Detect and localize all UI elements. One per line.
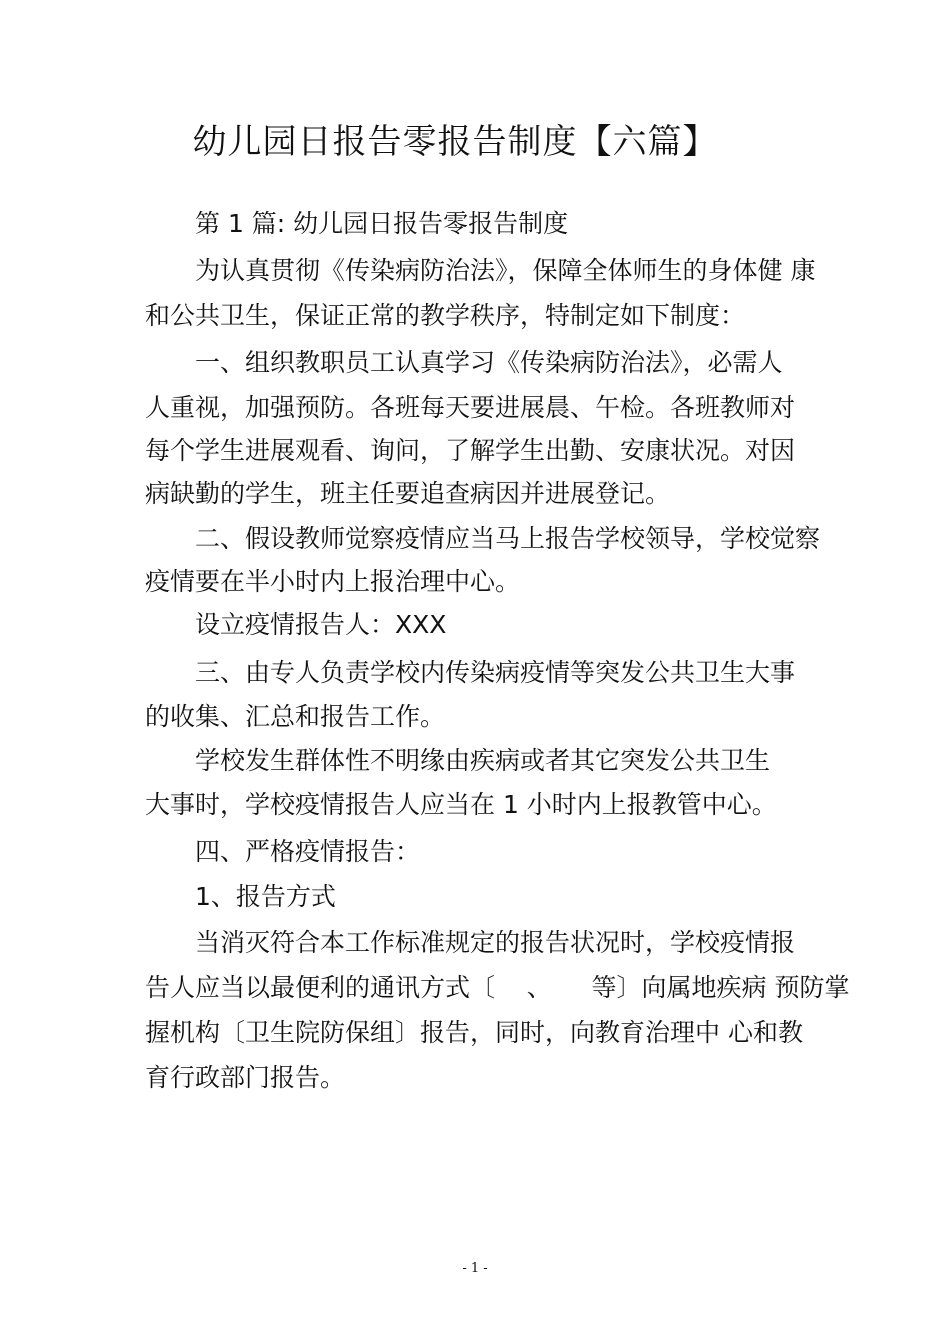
- paragraph-line: 三、由专人负责学校内传染病疫情等突发公共卫生大事: [195, 658, 796, 687]
- page-number: - 1 -: [462, 1261, 488, 1276]
- paragraph-line: 疫情要在半小时内上报治理中心。: [145, 567, 521, 596]
- paragraph-line: 为认真贯彻《传染病防治法》，保障全体师生的身体健 康: [195, 256, 816, 285]
- document-title: 幼儿园日报告零报告制度【六篇】: [192, 122, 718, 162]
- paragraph-line: 人重视，加强预防。各班每天要进展晨、午检。各班教师对: [145, 393, 796, 422]
- paragraph-line: 一、组织教职员工认真学习《传染病防治法》，必需人: [195, 348, 783, 377]
- paragraph-line: 的收集、汇总和报告工作。: [145, 702, 446, 731]
- section-heading: 四、严格疫情报告：: [195, 837, 421, 866]
- chapter-heading: 第 1 篇: 幼儿园日报告零报告制度: [195, 209, 569, 238]
- paragraph-line: 二、假设教师觉察疫情应当马上报告学校领导，学校觉察: [195, 524, 821, 553]
- paragraph-line: 当消灭符合本工作标准规定的报告状况时，学校疫情报: [195, 928, 796, 957]
- paragraph-line: 每个学生进展观看、询问，了解学生出勤、安康状况。对因: [145, 436, 796, 465]
- paragraph-line: 和公共卫生，保证正常的教学秩序，特制定如下制度：: [145, 301, 746, 330]
- paragraph-line: 设立疫情报告人：XXX: [195, 610, 447, 639]
- paragraph-line: 握机构〔卫生院防保组〕报告，同时，向教育治理中 心和教: [145, 1018, 803, 1047]
- paragraph-line: 告人应当以最便利的通讯方式〔 、 等〕向属地疾病 预防掌: [145, 973, 850, 1002]
- paragraph-line: 学校发生群体性不明缘由疾病或者其它突发公共卫生: [195, 746, 771, 775]
- subsection-heading: 1、报告方式: [195, 882, 336, 911]
- paragraph-line: 病缺勤的学生，班主任要追查病因并进展登记。: [145, 479, 671, 508]
- paragraph-line: 大事时，学校疫情报告人应当在 1 小时内上报教管中心。: [145, 790, 777, 819]
- paragraph-line: 育行政部门报告。: [145, 1063, 346, 1092]
